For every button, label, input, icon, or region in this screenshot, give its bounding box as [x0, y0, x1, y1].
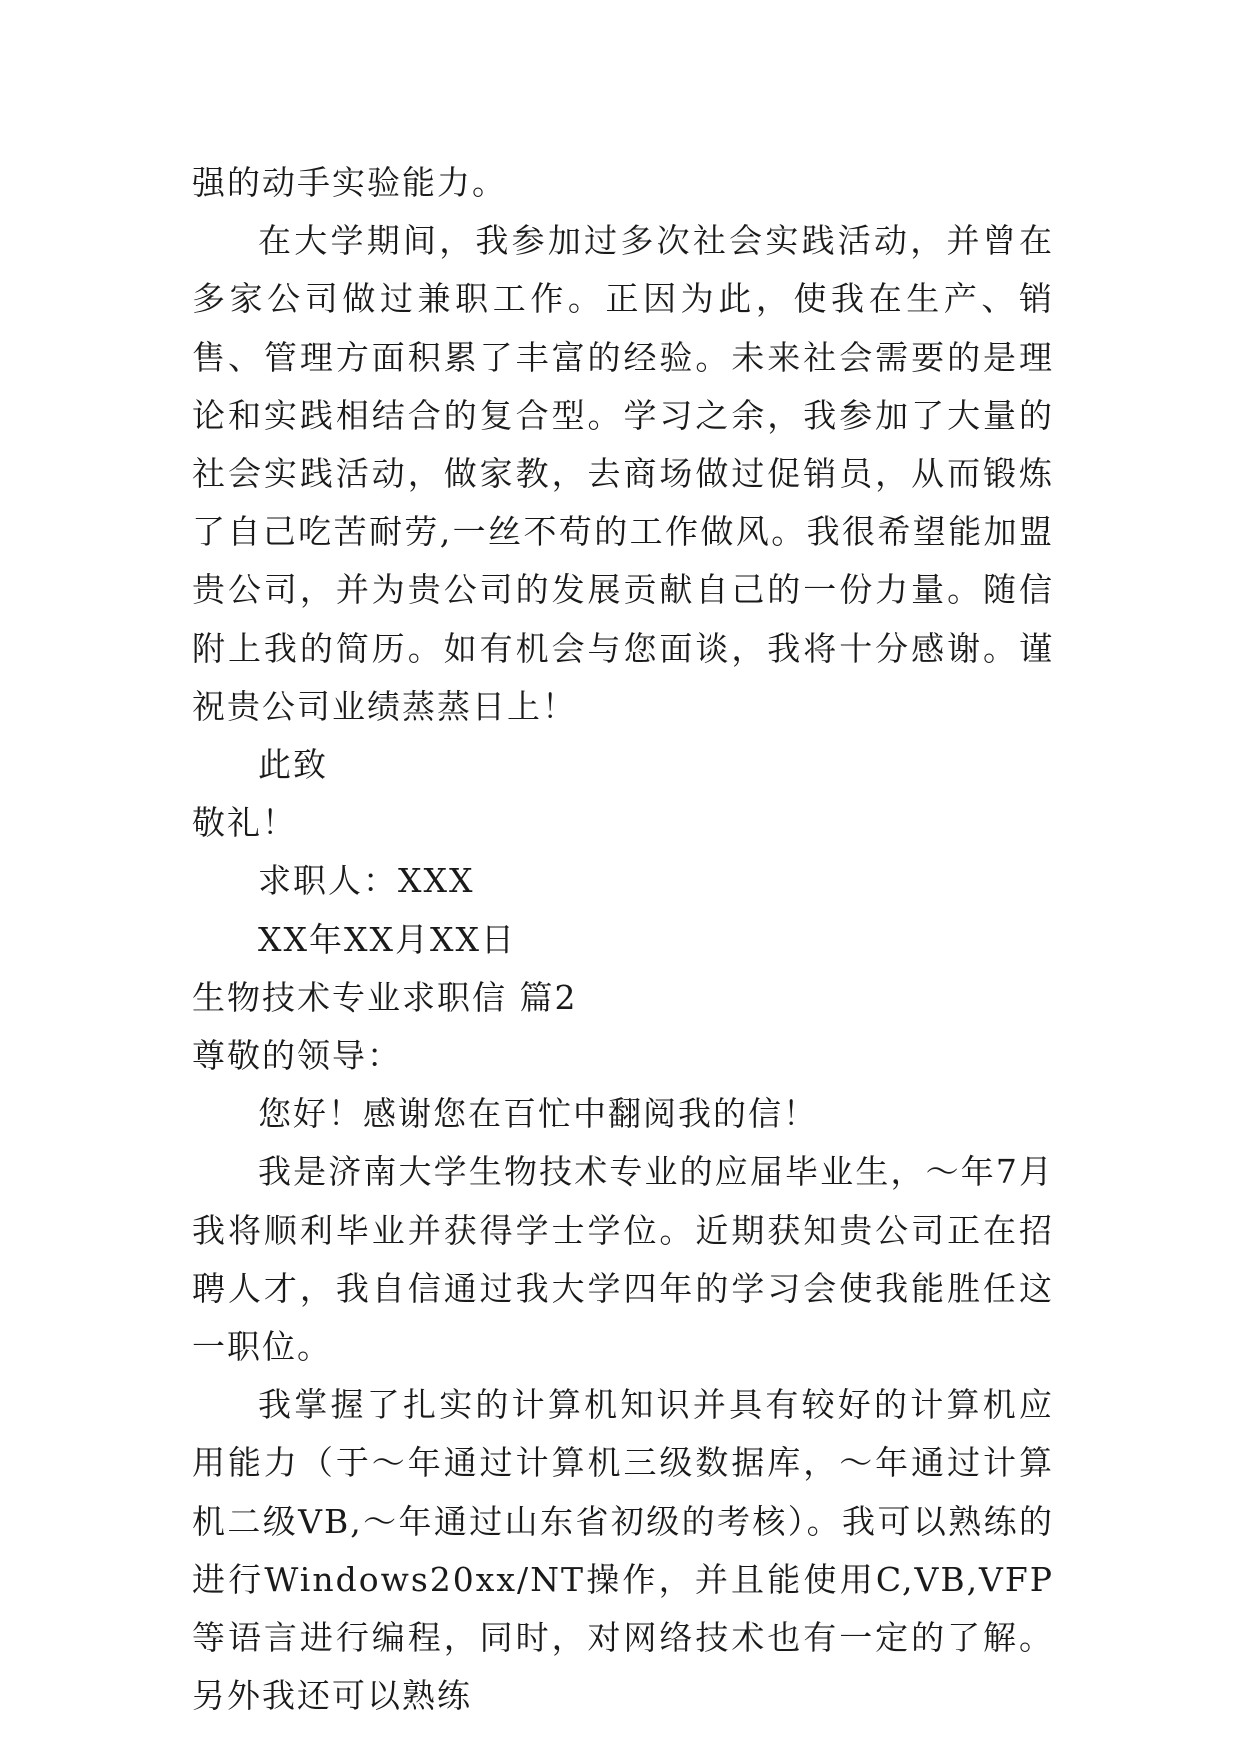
signature-date: XX年XX月XX日	[258, 919, 516, 959]
paragraph-introduction: 我是济南大学生物技术专业的应届毕业生，～年7月我将顺利毕业并获得学士学位。近期获知贵公司正在招聘人才，我自信通过我大学四年的学习会使我能胜任这一职位。	[192, 1152, 1054, 1367]
paragraph-opening: 您好！感谢您在百忙中翻阅我的信！	[258, 1094, 818, 1134]
paragraph-continuation: 强的动手实验能力。	[192, 163, 507, 202]
letter-greeting: 尊敬的领导：	[192, 1036, 402, 1076]
closing-regards: 敬礼！	[192, 803, 297, 843]
section-title: 生物技术专业求职信 篇2	[192, 977, 578, 1017]
signature-applicant: 求职人：XXX	[258, 861, 475, 901]
closing-salutation: 此致	[258, 745, 328, 785]
paragraph-skills: 我掌握了扎实的计算机知识并具有较好的计算机应用能力（于～年通过计算机三级数据库，～年通过计算机二级VB,～年通过山东省初级的考核）。我可以熟练的进行Windows20xx/NT操作，并且能使用C,VB,VFP等语言进行编程，同时，对网络技术也有一定的了解。另外我还可以熟练	[192, 1385, 1054, 1716]
document-body	[192, 154, 1054, 1725]
paragraph-experience: 在大学期间，我参加过多次社会实践活动，并曾在多家公司做过兼职工作。正因为此，使我在生产、销售、管理方面积累了丰富的经验。未来社会需要的是理论和实践相结合的复合型。学习之余，我参加了大量的社会实践活动，做家教，去商场做过促销员，从而锻炼了自己吃苦耐劳,一丝不苟的工作做风。我很希望能加盟贵公司，并为贵公司的发展贡献自己的一份力量。随信附上我的简历。如有机会与您面谈，我将十分感谢。谨祝贵公司业绩蒸蒸日上！	[192, 221, 1054, 726]
